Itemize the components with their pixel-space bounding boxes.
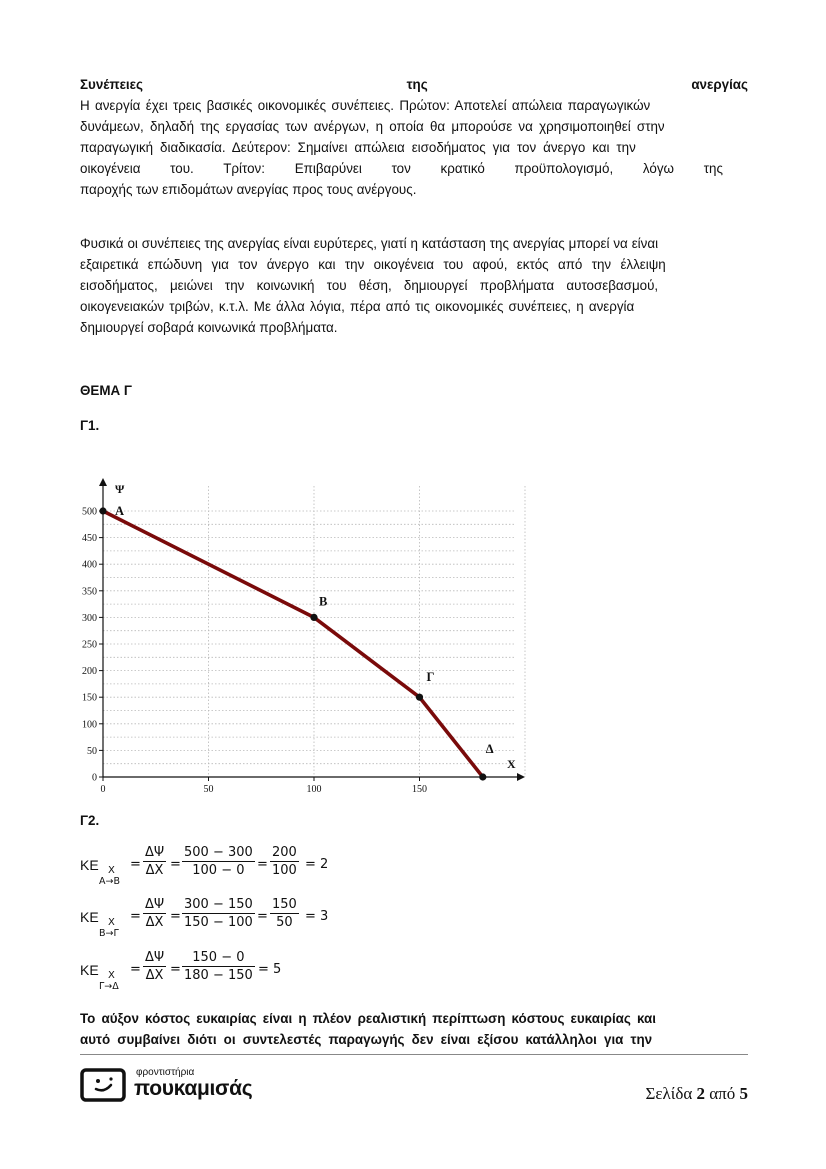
point-Β bbox=[310, 614, 317, 621]
fraction-delta bbox=[143, 950, 166, 983]
y-tick-label: 200 bbox=[82, 666, 97, 678]
page-total: 5 bbox=[739, 1084, 748, 1103]
theme-heading: ΘΕΜΑ Γ bbox=[80, 383, 132, 398]
text-line: εξαιρετικά επώδυνη για τον άνεργο και την οικογένεια του αφού, εκτός από την έλλειψη bbox=[80, 257, 666, 272]
denominator: ΔΧ bbox=[145, 915, 164, 930]
section-social-consequences bbox=[80, 233, 748, 338]
y-tick-label: 500 bbox=[82, 506, 97, 518]
y-tick-label: 450 bbox=[82, 533, 97, 545]
formula-gd bbox=[80, 950, 380, 994]
fraction-delta bbox=[143, 897, 166, 930]
ke-label: ΚΕ bbox=[80, 962, 99, 978]
page-mid: από bbox=[709, 1084, 736, 1103]
point-label: Γ bbox=[426, 670, 435, 685]
y-axis-label: Ψ bbox=[115, 482, 125, 496]
g2-heading: Γ2. bbox=[80, 813, 100, 828]
ke-x: X bbox=[108, 917, 115, 928]
equals-sign: = bbox=[130, 962, 141, 977]
page-current: 2 bbox=[696, 1084, 705, 1103]
text-line: Το αύξον κόστος ευκαιρίας είναι η πλέον ρεαλιστική περίπτωση κόστους ευκαιρίας και bbox=[80, 1011, 656, 1026]
equals-sign: = bbox=[170, 857, 181, 872]
text-line: παροχής των επιδομάτων ανεργίας προς τους ανέργους. bbox=[80, 182, 417, 197]
text-line: Η ανεργία έχει τρεις βασικές οικονομικές συνέπειες. Πρώτον: Αποτελεί απώλεια παραγωγικών bbox=[80, 98, 651, 113]
ke-x: X bbox=[108, 865, 115, 876]
numerator: 200 bbox=[272, 845, 297, 860]
fraction-delta bbox=[143, 845, 166, 878]
denominator: ΔΧ bbox=[145, 968, 164, 983]
fraction-simplified bbox=[270, 845, 299, 878]
text-line: αυτό συμβαίνει διότι οι συντελεστές παραγωγής δεν είναι εξίσου κατάλληλοι για την bbox=[80, 1032, 653, 1047]
denominator: 150 − 100 bbox=[184, 915, 253, 930]
numerator: 150 − 0 bbox=[182, 950, 255, 967]
formula-ab bbox=[80, 845, 380, 889]
logo-big-text: πουκαμισάς bbox=[134, 1077, 253, 1100]
numerator: 300 − 150 bbox=[184, 897, 253, 912]
ke-subscript: Α→Β bbox=[99, 876, 120, 887]
text-line: παραγωγική διαδικασία. Δεύτερον: Σημαίνει απώλεια εισοδήματος για τον άνεργο και την bbox=[80, 140, 636, 155]
denominator: 50 bbox=[276, 915, 293, 930]
text-line: εισοδήματος, μειώνει την κοινωνική του θέση, δημιουργεί προβλήματα αυτοσεβασμού, bbox=[80, 278, 659, 293]
point-Δ bbox=[479, 773, 486, 780]
y-tick-label: 400 bbox=[82, 559, 97, 571]
result: = 3 bbox=[305, 909, 329, 924]
title-word: της bbox=[406, 77, 428, 92]
section-title bbox=[80, 74, 748, 95]
footer-logo bbox=[80, 1068, 270, 1104]
equals-sign: = bbox=[130, 909, 141, 924]
point-label: Β bbox=[319, 594, 328, 609]
equals-sign: = bbox=[170, 909, 181, 924]
section-consequences bbox=[80, 74, 748, 200]
ppc-chart bbox=[60, 474, 540, 804]
fraction-values bbox=[182, 845, 255, 878]
numerator: 500 − 300 bbox=[184, 845, 253, 860]
formula-bg bbox=[80, 897, 380, 941]
equals-sign: = bbox=[130, 857, 141, 872]
data-points bbox=[99, 504, 493, 781]
text-line: Φυσικά οι συνέπειες της ανεργίας είναι ευρύτερες, γιατί η κατάσταση της ανεργίας μπορεί να είναι bbox=[80, 236, 659, 251]
point-label: Δ bbox=[485, 742, 494, 756]
equals-sign: = bbox=[257, 909, 268, 924]
y-tick-label: 100 bbox=[82, 719, 97, 731]
ke-subscript: Β→Γ bbox=[99, 928, 119, 939]
denominator: 100 bbox=[272, 863, 297, 878]
point-Α bbox=[99, 507, 106, 514]
g1-heading: Γ1. bbox=[80, 418, 100, 433]
y-tick-label: 150 bbox=[82, 692, 97, 704]
x-tick-label: 100 bbox=[306, 784, 322, 795]
ke-x: X bbox=[108, 970, 115, 981]
x-axis-arrow bbox=[517, 773, 525, 781]
equals-sign: = bbox=[170, 962, 181, 977]
ke-label: ΚΕ bbox=[80, 857, 99, 873]
numerator: ΔΨ bbox=[145, 845, 165, 860]
x-tick-label: 50 bbox=[203, 784, 214, 795]
text-line: δημιουργεί σοβαρά κοινωνικά προβλήματα. bbox=[80, 320, 338, 335]
page-number bbox=[645, 1084, 748, 1104]
equals-sign: = bbox=[257, 857, 268, 872]
x-axis-label: X bbox=[507, 757, 516, 771]
x-tick-label: 0 bbox=[100, 784, 106, 795]
point-Γ bbox=[416, 694, 423, 701]
y-tick-label: 50 bbox=[87, 745, 97, 757]
numerator: ΔΨ bbox=[145, 897, 165, 912]
y-tick-label: 0 bbox=[92, 772, 97, 784]
page-prefix: Σελίδα bbox=[645, 1084, 693, 1103]
text-line: οικογένεια του. Τρίτον: Επιβαρύνει τον κρατικό προϋπολογισμό, λόγω της bbox=[80, 161, 723, 176]
text-line: δυνάμεων, δηλαδή της εργασίας των ανέργων, η οποία θα μπορούσε να χρησιμοποιηθεί στην bbox=[80, 119, 665, 134]
denominator: 100 − 0 bbox=[192, 863, 245, 878]
text-line: οικογενειακών τριβών, κ.τ.λ. Με άλλα λόγια, πέρα από τις οικονομικές συνέπειες, η ανεργία bbox=[80, 299, 635, 314]
fraction-values bbox=[182, 897, 255, 930]
result: = 2 bbox=[305, 857, 329, 872]
y-tick-label: 350 bbox=[82, 586, 97, 598]
y-axis-arrow bbox=[99, 478, 107, 486]
title-word: Συνέπειες bbox=[80, 77, 143, 92]
y-tick-label: 300 bbox=[82, 612, 97, 624]
logo-screen-icon bbox=[80, 1068, 126, 1102]
title-word: ανεργίας bbox=[691, 77, 748, 92]
grid bbox=[103, 486, 525, 777]
ke-label: ΚΕ bbox=[80, 909, 99, 925]
ke-subscript: Γ→Δ bbox=[99, 981, 119, 992]
denominator: 180 − 150 bbox=[184, 968, 253, 983]
point-label: Α bbox=[115, 504, 125, 518]
numerator: 150 bbox=[272, 897, 297, 912]
numerator: ΔΨ bbox=[145, 950, 165, 965]
conclusion bbox=[80, 1008, 748, 1050]
logo-small-text: φροντιστήρια bbox=[136, 1067, 195, 1078]
fraction-simplified bbox=[270, 897, 299, 930]
y-tick-label: 250 bbox=[82, 639, 97, 651]
fraction-values bbox=[182, 950, 255, 983]
x-tick-label: 150 bbox=[412, 784, 427, 795]
tick-labels bbox=[82, 482, 516, 795]
footer-divider bbox=[80, 1054, 748, 1055]
axes bbox=[99, 478, 525, 781]
result: = 5 bbox=[258, 962, 282, 977]
denominator: ΔΧ bbox=[145, 863, 164, 878]
